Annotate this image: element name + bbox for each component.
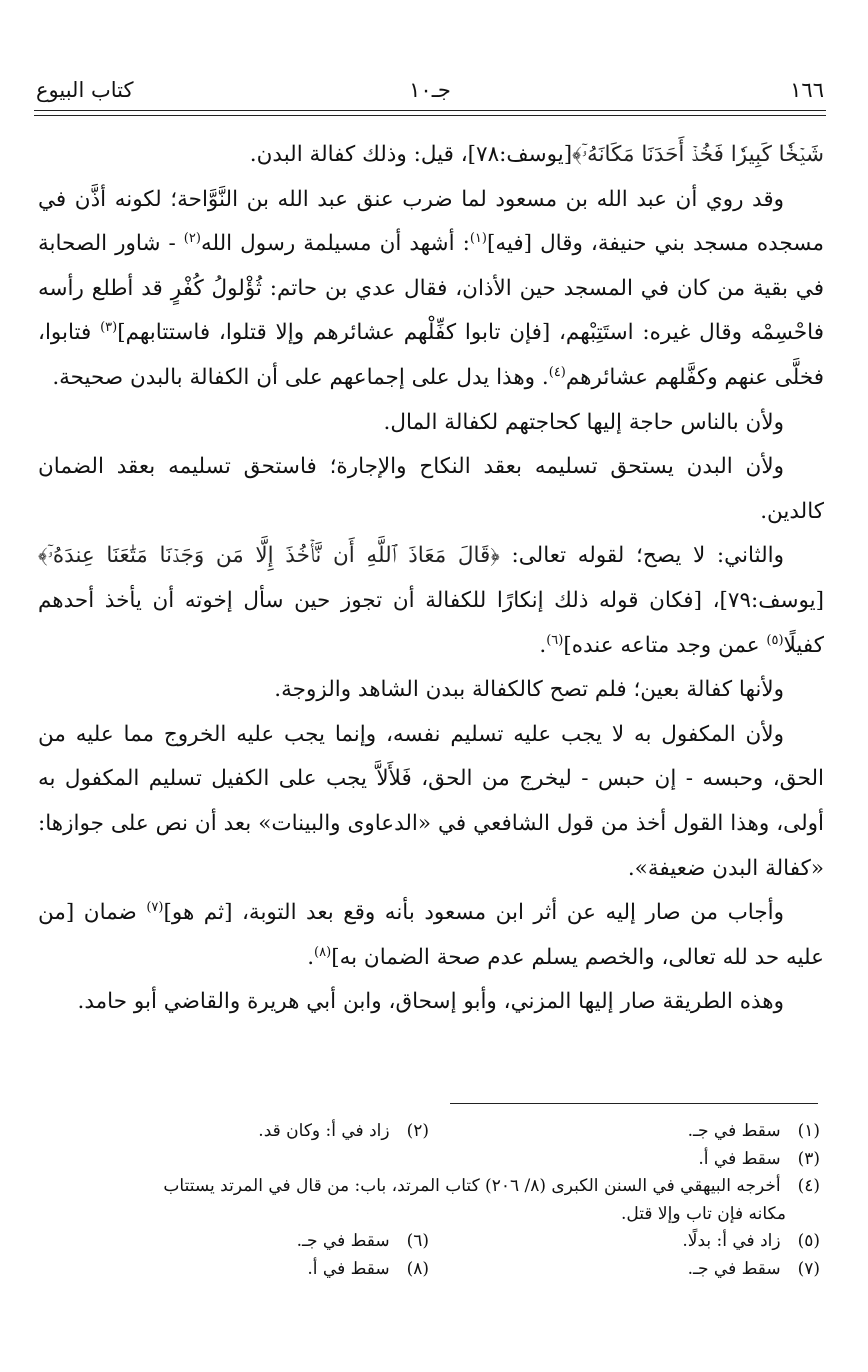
footnote-row bbox=[38, 1228, 820, 1256]
text-run: . وهذا يدل على إجماعهم على أن الكفالة بالبدن صحيحة. bbox=[52, 364, 549, 390]
footnote-text: سقط في جـ. bbox=[687, 1121, 781, 1141]
footnote-2 bbox=[38, 1118, 429, 1146]
footnote-text: سقط في أ. bbox=[698, 1148, 781, 1169]
header-rule-bottom bbox=[34, 115, 826, 116]
footnote-row bbox=[38, 1256, 820, 1284]
footnote-ref: (٢) bbox=[183, 231, 201, 247]
volume-label: جـ١٠ bbox=[409, 78, 451, 102]
text-run: وهذه الطريقة صار إليها المزني، وأبو إسحاق، وابن أبي هريرة والقاضي أبو حامد. bbox=[77, 989, 784, 1015]
footnote-row bbox=[38, 1173, 820, 1201]
paragraph bbox=[38, 713, 824, 891]
footnote-text: سقط في جـ. bbox=[296, 1231, 390, 1251]
footnote-8 bbox=[38, 1256, 429, 1284]
footnote-spacer bbox=[38, 1146, 429, 1174]
quran-verse: شَيۡخٗا كَبِيرٗا فَخُذۡ أَحَدَنَا مَكَانَهُۥٓ﴾ bbox=[572, 142, 824, 167]
footnote-number: (٦) bbox=[406, 1231, 429, 1251]
paragraph bbox=[38, 534, 824, 668]
text-run: ولأن المكفول به لا يجب عليه تسليم نفسه، وإنما يجب عليه الخروج مما عليه من الحق، وحبسه - إن حبس - ليخرج من الحق، فَلأَلاَّ يجب على الكفيل تسليم المكفول به أولى، وهذا القول أخذ من قول الشافعي في «الدعاوى والبينات» بعد أن نص على جوازها: «كفالة البدن ضعيفة». bbox=[38, 721, 824, 881]
footnotes bbox=[38, 1118, 820, 1283]
footnote-number: (٨) bbox=[406, 1258, 429, 1279]
footnote-row bbox=[38, 1118, 820, 1146]
paragraph bbox=[38, 668, 824, 713]
text-run: ولأن بالناس حاجة إليها كحاجتهم لكفالة المال. bbox=[383, 409, 784, 435]
footnote-ref: (٤) bbox=[548, 364, 566, 380]
footnote-6 bbox=[38, 1228, 429, 1256]
footnote-number: (٧) bbox=[797, 1258, 820, 1279]
text-run: [يوسف:٧٨]، قيل: وذلك كفالة البدن. bbox=[249, 142, 573, 167]
text-run: [يوسف:٧٩]، [فكان قوله ذلك إنكارًا للكفالة أن تجوز حين سأل إخوته أن يأخذ أحدهم كفيلًا bbox=[38, 587, 824, 658]
paragraph bbox=[38, 980, 824, 1025]
text-run: : أشهد أن مسيلمة رسول الله bbox=[200, 231, 470, 257]
text-run: وقد روي أن عبد الله بن مسعود لما ضرب عنق عبد الله بن النَّوَّاحة؛ لكونه أذَّن في مسجده مسجد بني حنيفة، وقال [فيه] bbox=[38, 186, 824, 257]
quran-verse: ﴿قَالَ مَعَاذَ ٱللَّهِ أَن نَّأۡخُذَ إِلَّا مَن وَجَدۡنَا مَتَٰعَنَا عِندَهُۥٓ﴾ bbox=[38, 543, 500, 569]
footnote-1 bbox=[429, 1118, 820, 1146]
footnote-number: (١) bbox=[797, 1121, 820, 1141]
paragraph bbox=[38, 133, 824, 178]
text-run: ولأنها كفالة بعين؛ فلم تصح كالكفالة ببدن الشاهد والزوجة. bbox=[274, 677, 784, 703]
footnote-ref: (١) bbox=[469, 231, 487, 247]
text-run: ولأن البدن يستحق تسليمه بعقد النكاح والإجارة؛ فاستحق تسليمه بعقد الضمان كالدين. bbox=[38, 454, 824, 524]
header-rule-top bbox=[34, 110, 826, 111]
footnote-text: أخرجه البيهقي في السنن الكبرى (٨/ ٢٠٦) كتاب المرتد، باب: من قال في المرتد يستتاب bbox=[163, 1176, 781, 1196]
footnote-ref: (٥) bbox=[766, 632, 784, 648]
footnote-number: (٢) bbox=[406, 1121, 429, 1141]
footnote-5 bbox=[429, 1228, 820, 1256]
footnote-number: (٣) bbox=[797, 1148, 820, 1169]
paragraph bbox=[38, 401, 824, 446]
footnote-row bbox=[38, 1146, 820, 1174]
main-text bbox=[38, 133, 824, 1025]
text-run: وأجاب من صار إليه عن أثر ابن مسعود بأنه وقع بعد التوبة، [ثم هو] bbox=[163, 900, 785, 926]
text-run: . bbox=[307, 944, 315, 970]
text-run: - شاور الصحابة في بقية من كان في المسجد حين الأذان، فقال عدي بن حاتم: ثُؤْلولُ كُفْرٍ قد أطلع رأسه فاحْسِمْه وقال غيره: استَتِبْهم، [فإن تابوا كفِّلْهم عشائرهم وإلا قتلوا، فاستتابهم] bbox=[38, 231, 824, 346]
text-run: . bbox=[539, 632, 547, 658]
footnote-7 bbox=[429, 1256, 820, 1284]
footnote-text: سقط في أ. bbox=[307, 1258, 390, 1279]
text-run: ضمان [من عليه حد لله تعالى، والخصم يسلم عدم صحة الضمان به] bbox=[38, 900, 824, 970]
footnote-row bbox=[38, 1201, 820, 1229]
text-run: فتابوا، فخلَّى عنهم وكفَّلهم عشائرهم bbox=[38, 320, 824, 390]
footnote-4-continuation: مكانه فإن تاب وإلا قتل. bbox=[620, 1203, 786, 1224]
footnote-number: (٥) bbox=[797, 1231, 820, 1251]
footnote-text: زاد في أ: وكان قد. bbox=[258, 1121, 390, 1141]
footnote-ref: (٨) bbox=[314, 944, 332, 960]
book-title: كتاب البيوع bbox=[36, 78, 134, 102]
footnote-separator bbox=[450, 1103, 818, 1104]
footnote-3 bbox=[429, 1146, 820, 1174]
paragraph bbox=[38, 178, 824, 401]
paragraph bbox=[38, 445, 824, 534]
text-run: عمن وجد متاعه عنده] bbox=[563, 632, 767, 658]
running-header bbox=[36, 76, 824, 104]
paragraph bbox=[38, 891, 824, 980]
footnote-4 bbox=[38, 1173, 820, 1201]
footnote-ref: (٧) bbox=[146, 899, 164, 915]
footnote-ref: (٦) bbox=[546, 632, 564, 648]
footnote-text: زاد في أ: بدلًا. bbox=[682, 1231, 781, 1251]
text-run: والثاني: لا يصح؛ لقوله تعالى: bbox=[499, 543, 784, 569]
footnote-ref: (٣) bbox=[100, 320, 118, 336]
footnote-number: (٤) bbox=[797, 1176, 820, 1196]
page-number: ١٦٦ bbox=[790, 78, 824, 102]
footnote-text: سقط في جـ. bbox=[687, 1258, 781, 1279]
